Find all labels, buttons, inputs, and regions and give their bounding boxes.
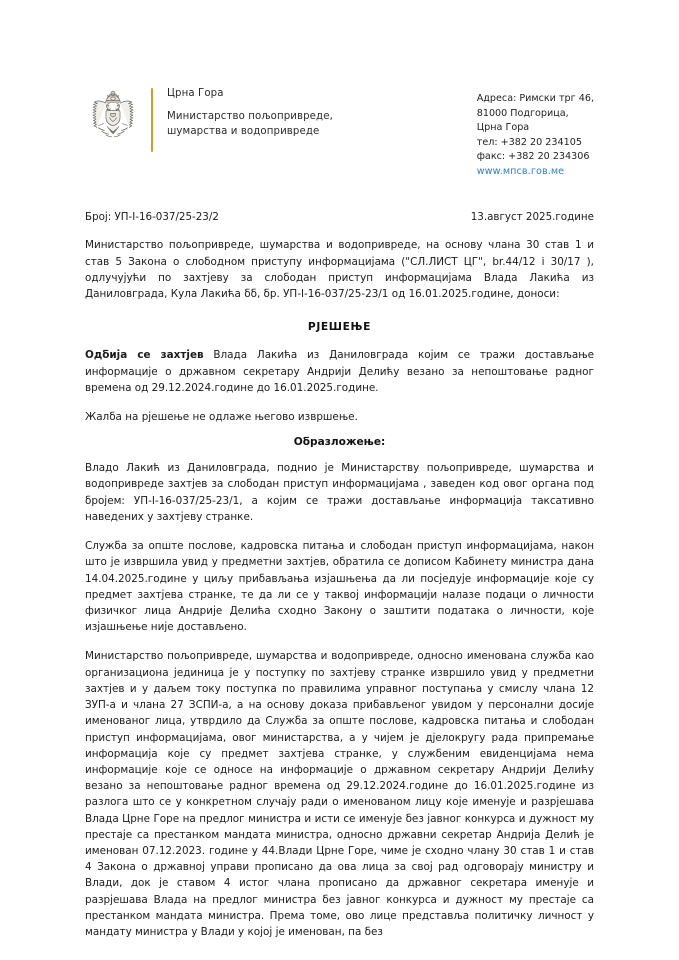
letterhead-text <box>153 86 333 154</box>
document-body <box>85 237 594 940</box>
decision-paragraph <box>85 347 594 396</box>
document-date: 13.август 2025.године <box>470 211 594 224</box>
letterhead-identity <box>85 86 333 154</box>
decision-rest: Влада Лакића из Даниловграда којим се тражи достављање информације о државном секретару Андрији Делићу везано за непоштовање радног времена од 29.12.2024.године до 16.01.2025.године. <box>85 349 595 394</box>
ministry-name-line1: Министарство пољопривреде, <box>167 111 333 123</box>
phone-line: тел: +382 20 234105 <box>476 136 582 148</box>
montenegro-coat-of-arms-icon <box>85 86 141 154</box>
contact-block <box>477 86 594 179</box>
address-line-2: 81000 Подгорица, <box>476 107 569 119</box>
explanation-paragraph-1: Владо Лакић из Даниловграда, поднио је Министарству пољопривреде, шумарства и водопривреде захтјев за слободан приступ информацијама , заведен код овог органа под бројем: УП-I-16-037/25-23/1, а којим се тражи достављање информација таксативно наведених у захтјеву странке. <box>85 462 594 523</box>
ministry-name-line2: шумарства и водопривреде <box>167 125 320 137</box>
address-line-1: Адреса: Римски трг 46, <box>476 93 594 104</box>
fax-line: факс: +382 20 234306 <box>476 151 590 163</box>
ministry-name <box>167 110 333 139</box>
explanation-paragraph-3: Министарство пољопривреде, шумарства и водопривреде, односно именована служба као организациона јединица је у поступку по захтјеву странке извршило увид у предметни захтјев и у даљем току поступка по правилима управног поступања у смислу члана 12 ЗУП-а и члана 27 ЗСПИ-а, а на основу доказа прибављеног увидом у персонални досије именованог лица, утврдило да Служба за опште послове, кадровска питања и слободан приступ информацијама, овог министарства, а у чијем је дјелокругу рада припремање информација које су предмет захтјева странке, у службеним евиденцијама нема информације које се односе на информације о државном секретару Андрији Делићу везано за непоштовање радног времена од 29.12.2024.године до 16.01.2025.године из разлога што се у конкретном случају ради о именованом лицу које именује и разрјешава Влада Црне Горе на предлог министра и исти се именује без јавног конкурса и дужност му престаје са престанком мандата министра, односно државни секретар Андрија Делић је именован 07.12.2023. године у 44.Влади Црне Горе, чиме је сходно члану 30 став 1 и став 4 Закона о државној управи прописано да ова лица за свој рад одговорају министру и Влади, док је ставом 4 истог члана прописано да државног секретара именује и разрјешава Влада на предлог министра без јавног конкурса и дужност му престаје са престанком мандата министра. Према томе, ово лице представља политичку личност у мандату министра у Влади у којој је именован, па без <box>85 650 594 939</box>
address-line-3: Црна Гора <box>476 122 530 134</box>
letterhead <box>85 0 594 179</box>
country-name: Црна Гора <box>167 88 224 99</box>
decision-title: РЈЕШЕЊЕ <box>307 320 372 334</box>
explanation-title: Образложење: <box>293 436 386 449</box>
reference-line <box>85 211 594 223</box>
explanation-paragraph-2: Служба за опште послове, кадровска питања и слободан приступ информацијама, након што је извршила увид у предметни захтјев, обратила се дописом Кабинету министра дана 14.04.2025.године у циљу прибављања изјашњења да ли посједује информације које су предмет захтјева странке, те да ли се у таквој информацији налазе подаци о личности физичког лица Андрије Делића сходно Закону о заштити података о личности, које изјашњење није достављено. <box>85 540 594 634</box>
appeal-note: Жалба на рјешење не одлаже његово извршење. <box>85 411 358 423</box>
decision-lead: Одбија се захтјев <box>85 349 204 362</box>
document-number: Број: УП-I-16-037/25-23/2 <box>85 211 219 224</box>
intro-paragraph: Министарство пољопривреде, шумарства и водопривреде, на основу члана 30 став 1 и став 5 Закона о слободном приступу информацијама ("СЛ.ЛИСТ ЦГ", br.44/12 i 30/17 ), одлучујући по захтјеву за слободан приступ информацијама Влада Лакића из Даниловграда, Кула Лакића бб, бр. УП-I-16-037/25-23/1 од 16.01.2025.године, доноси: <box>85 239 594 301</box>
website-link[interactable]: www.мпсв.гов.ме <box>476 165 565 177</box>
